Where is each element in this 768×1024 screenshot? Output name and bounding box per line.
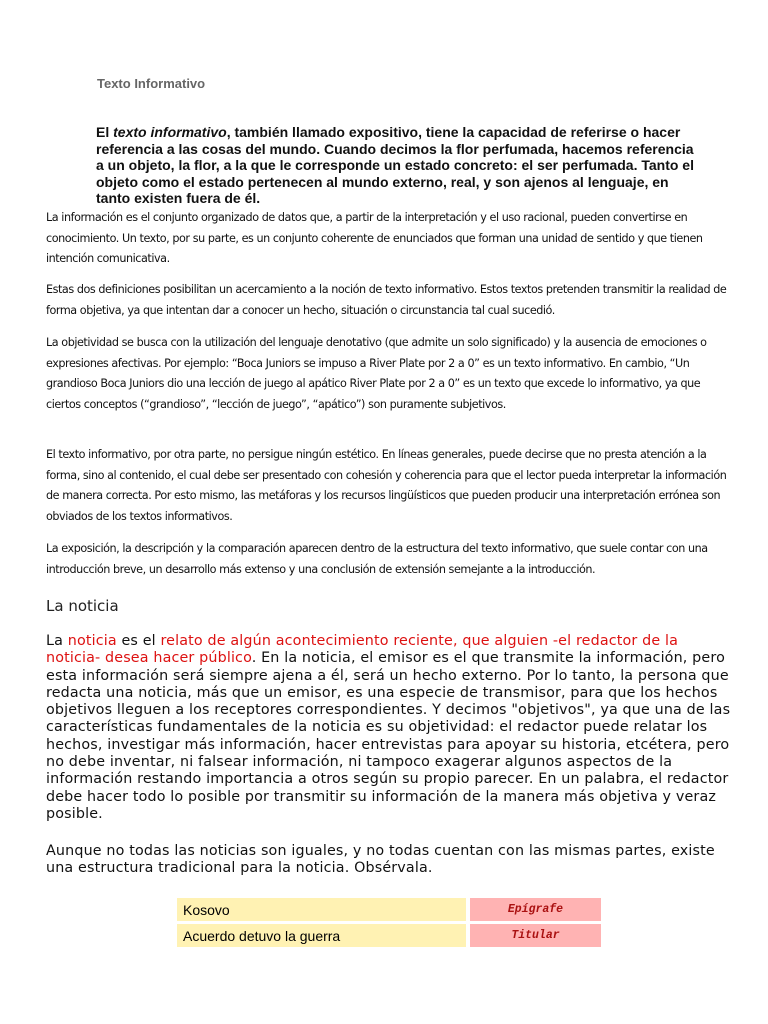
paragraph-4: El texto informativo, por otra parte, no persigue ningún estético. En líneas generales, puede decirse que no presta atención a la forma, sino al contenido, el cual debe ser presentado con cohesión y coherencia para que el lector pueda interpretar la información de manera correcta. Por esto mismo, las metáforas y los recursos lingüísticos que pueden producir una interpretación errónea son obviados de los textos informativos.: [46, 448, 727, 523]
intro-lead: El: [96, 124, 114, 140]
structure-intro: Aunque no todas las noticias son iguales, y no todas cuentan con las mismas partes, existe una estructura tradicional para la noticia. Obsérvala.: [46, 843, 715, 877]
noticia-rest: . En la noticia, el emisor es el que transmite la información, pero esta información será siempre ajena a él, será un hecho externo. Por lo tanto, la persona que redacta una noticia, más que un emisor, es una especie de transmisor, para que los hechos objetivos lleguen a los receptores correspondientes. Y decimos "objetivos", ya que una de las características fundamentales de la noticia es su objetividad: el redactor puede relatar los hechos, investigar más información, hacer entrevistas para apoyar su historia, etcétera, pero no debe inventar, ni falsear información, ni tampoco exagerar algunos aspectos de la información restando importancia a otros según su propio parecer. En un palabra, el redactor debe hacer todo lo posible por transmitir su información de la manera más objetiva y veraz posible.: [46, 650, 731, 822]
intro-rest: referencia a las cosas del mundo. Cuando decimos la flor perfumada, hacemos referencia a un objeto, la flor, a la que le corresponde un estado concreto: el ser perfumada. Tanto el objeto como el estado pertenecen al mundo externo, real, y son ajenos al lenguaje, en tanto existen fuera de él.: [96, 140, 694, 206]
page-title: Texto Informativo: [97, 76, 206, 91]
paragraph-1: La información es el conjunto organizado de datos que, a partir de la interpretación y el uso racional, pueden convertirse en conocimiento. Un texto, por su parte, es un conjunto coherente de enunciados que forman una unidad de sentido y que tienen intención comunicativa.: [46, 211, 703, 265]
noticia-term: noticia: [67, 633, 117, 649]
noticia-definition: relato de algún acontecimiento reciente, que alguien -el redactor de la noticia- desea hacer público: [46, 633, 679, 667]
paragraph-3: La objetividad se busca con la utilización del lenguaje denotativo (que admite un solo significado) y la ausencia de emociones o expresiones afectivas. Por ejemplo: “Boca Juniors se impuso a River Plate por 2 a 0” es un texto informativo. En cambio, “Un grandioso Boca Juniors dio una lección de juego al apático River Plate por 2 a 0” es un texto que excede lo informativo, ya que ciertos conceptos (“grandioso”, “lección de juego”, “apático”) son puramente subjetivos.: [46, 336, 707, 411]
table-row: [177, 898, 601, 921]
table-row: [177, 924, 601, 947]
section-heading: La noticia: [46, 597, 119, 615]
noticia-paragraph: [46, 633, 736, 823]
paragraph-5: La exposición, la descripción y la comparación aparecen dentro de la estructura del texto informativo, que suele contar con una introducción breve, un desarrollo más extenso y una conclusión de extensión semejante a la introducción.: [46, 542, 708, 576]
noticia-lead: La: [46, 633, 68, 649]
news-structure-table: [177, 895, 601, 950]
intro-line1-rest: , también llamado expositivo, tiene la capacidad de referirse o hacer: [226, 124, 681, 140]
row-text: Acuerdo detuvo la guerra: [177, 924, 466, 947]
row-part-label: Epígrafe: [470, 898, 601, 921]
intro-term: texto informativo: [113, 124, 227, 140]
row-text: Kosovo: [177, 898, 466, 921]
noticia-mid: es el: [116, 633, 161, 649]
intro-paragraph: [96, 124, 696, 207]
row-part-label: Titular: [470, 924, 601, 947]
paragraph-2: Estas dos definiciones posibilitan un acercamiento a la noción de texto informativo. Estos textos pretenden transmitir la realidad de forma objetiva, ya que intentan dar a conocer un hecho, situación o circunstancia tal cual sucedió.: [46, 283, 727, 317]
